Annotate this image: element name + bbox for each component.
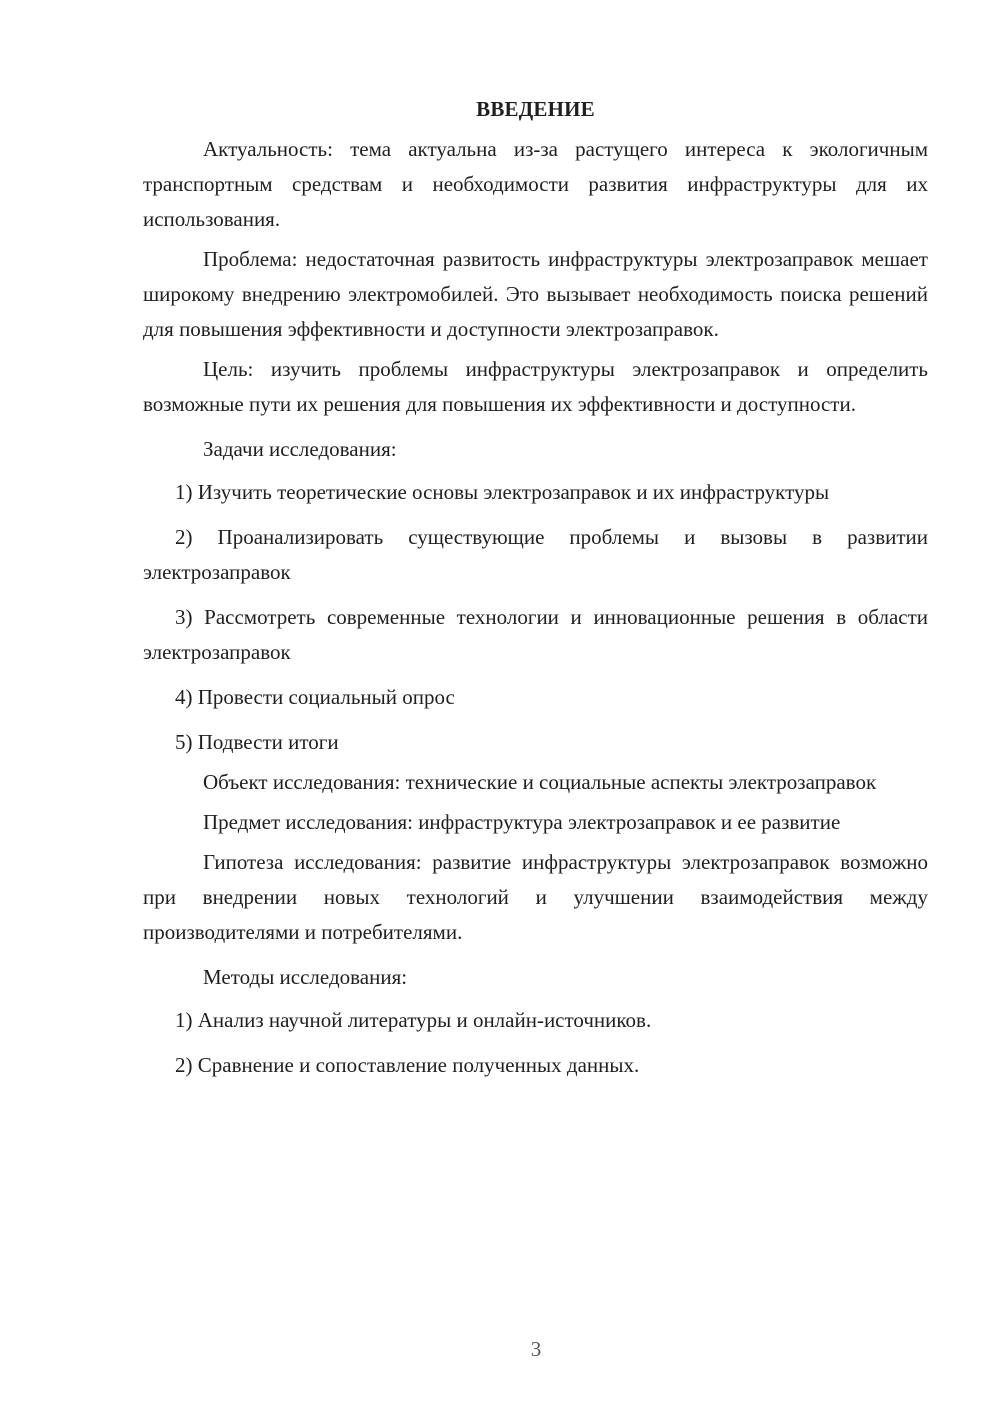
paragraph-relevance: Актуальность: тема актуальна из-за растущего интереса к экологичным транспортным средствам и необходимости развития инфраструктуры для их использования. (143, 137, 928, 231)
page-title: ВВЕДЕНИЕ (476, 97, 595, 121)
task-item: 2) Проанализировать существующие проблемы и вызовы в развитии электрозаправок (143, 525, 928, 584)
method-item: 2) Сравнение и сопоставление полученных данных. (175, 1053, 640, 1077)
paragraph-hypothesis: Гипотеза исследования: развитие инфраструктуры электрозаправок возможно при внедрении новых технологий и улучшении взаимодействия между производителями и потребителями. (143, 850, 928, 944)
task-item: 3) Рассмотреть современные технологии и инновационные решения в области электрозаправок (143, 605, 928, 664)
method-item: 1) Анализ научной литературы и онлайн-источников. (175, 1008, 652, 1032)
methods-heading: Методы исследования: (203, 965, 408, 989)
tasks-heading: Задачи исследования: (203, 437, 397, 461)
paragraph-problem: Проблема: недостаточная развитость инфраструктуры электрозаправок мешает широкому внедрению электромобилей. Это вызывает необходимость поиска решений для повышения эффективности и доступности электрозаправок. (143, 247, 928, 341)
task-item: 5) Подвести итоги (175, 730, 339, 754)
paragraph-object: Объект исследования: технические и социальные аспекты электрозаправок (203, 770, 877, 794)
page-number: 3 (530, 1337, 542, 1361)
paragraph-subject: Предмет исследования: инфраструктура электрозаправок и ее развитие (203, 810, 841, 834)
task-item: 4) Провести социальный опрос (175, 685, 455, 709)
page-content (143, 92, 928, 1083)
task-item: 1) Изучить теоретические основы электрозаправок и их инфраструктуры (175, 480, 830, 504)
paragraph-goal: Цель: изучить проблемы инфраструктуры электрозаправок и определить возможные пути их решения для повышения их эффективности и доступности. (143, 357, 928, 416)
